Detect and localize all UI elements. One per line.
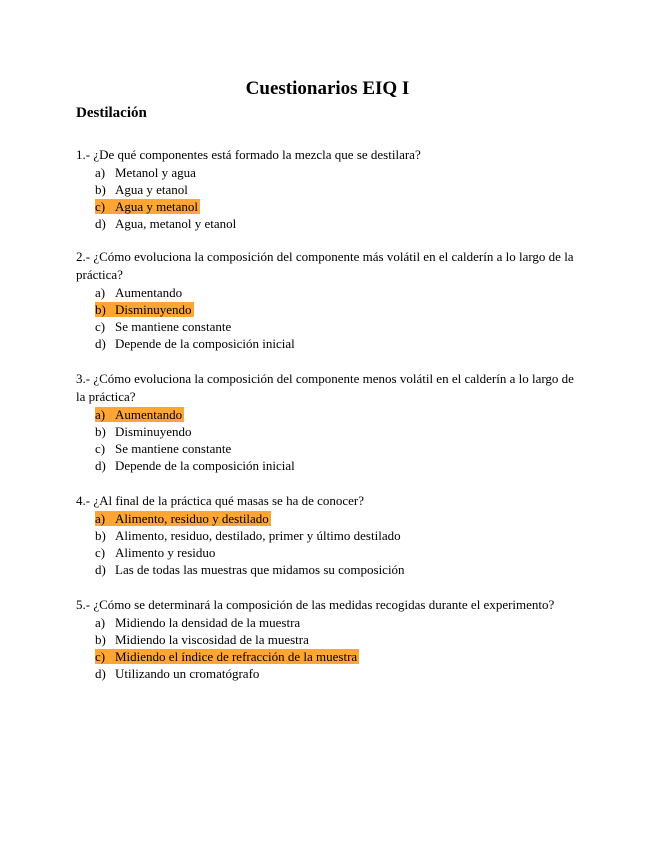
answer-option — [76, 561, 576, 578]
option-text: Metanol y agua — [115, 164, 196, 180]
answer-option — [76, 181, 576, 198]
answer-option-row — [95, 666, 261, 681]
answer-option — [76, 406, 576, 423]
option-letter: d) — [95, 335, 106, 351]
option-text: Aumentando — [115, 284, 183, 300]
option-text: Se mantiene constante — [115, 440, 232, 456]
answer-option — [76, 527, 576, 544]
option-letter: a) — [95, 614, 106, 630]
answer-option-row — [95, 216, 238, 231]
option-letter: a) — [95, 164, 106, 180]
option-text: Alimento, residuo, destilado, primer y último destilado — [115, 527, 401, 543]
answer-option — [76, 665, 576, 682]
option-letter: b) — [95, 527, 106, 543]
answer-option — [76, 198, 576, 215]
option-text: Las de todas las muestras que midamos su composición — [115, 561, 405, 577]
answer-option-row — [95, 458, 297, 473]
option-letter: d) — [95, 561, 106, 577]
question-text: 5.- ¿Cómo se determinará la composición de las medidas recogidas durante el experimento? — [76, 597, 555, 612]
answer-option — [76, 648, 576, 665]
option-letter: a) — [95, 510, 106, 526]
answer-option — [76, 164, 576, 181]
option-text: Depende de la composición inicial — [115, 457, 295, 473]
answer-option-row — [95, 441, 233, 456]
option-text: Alimento y residuo — [115, 544, 216, 560]
answer-option-row — [95, 545, 217, 560]
answer-option — [76, 301, 576, 318]
answer-option-row — [95, 528, 403, 543]
option-text: Se mantiene constante — [115, 318, 232, 334]
option-letter: b) — [95, 181, 106, 197]
answer-option-row — [95, 562, 407, 577]
option-letter: a) — [95, 284, 106, 300]
option-text: Aumentando — [115, 406, 183, 422]
page-title: Cuestionarios EIQ I — [245, 78, 410, 99]
option-text: Depende de la composición inicial — [115, 335, 295, 351]
highlighted-answer — [95, 302, 194, 317]
answer-option — [76, 457, 576, 474]
question-2 — [76, 248, 576, 352]
option-letter: d) — [95, 215, 106, 231]
answer-option — [76, 318, 576, 335]
option-text: Agua y metanol — [115, 198, 199, 214]
question-5 — [76, 596, 576, 682]
answer-option-row — [95, 165, 198, 180]
answer-option-row — [95, 424, 194, 439]
question-text: 1.- ¿De qué componentes está formado la mezcla que se destilara? — [76, 147, 421, 162]
option-letter: d) — [95, 457, 106, 473]
option-text: Midiendo la densidad de la muestra — [115, 614, 301, 630]
answer-option — [76, 510, 576, 527]
highlighted-answer — [95, 649, 359, 664]
option-letter: a) — [95, 406, 106, 422]
option-text: Agua, metanol y etanol — [115, 215, 237, 231]
question-1 — [76, 146, 576, 232]
highlighted-answer — [95, 199, 200, 214]
answer-option-row — [95, 632, 311, 647]
option-letter: b) — [95, 423, 106, 439]
option-letter: b) — [95, 301, 106, 317]
option-letter: d) — [95, 665, 106, 681]
answer-option — [76, 215, 576, 232]
answer-option — [76, 614, 576, 631]
answer-option-row — [95, 319, 233, 334]
option-text: Disminuyendo — [115, 301, 192, 317]
option-text: Midiendo el índice de refracción de la muestra — [115, 648, 358, 664]
question-3 — [76, 370, 576, 474]
answer-option — [76, 440, 576, 457]
option-letter: c) — [95, 648, 106, 664]
option-letter: c) — [95, 318, 106, 334]
option-letter: c) — [95, 544, 106, 560]
option-letter: b) — [95, 631, 106, 647]
answer-option-row — [95, 336, 297, 351]
question-text: 3.- ¿Cómo evoluciona la composición del componente menos volátil en el calderín a lo largo de la práctica? — [76, 371, 574, 404]
answer-option — [76, 335, 576, 352]
highlighted-answer — [95, 511, 271, 526]
answer-option — [76, 423, 576, 440]
option-letter: c) — [95, 198, 106, 214]
answer-option — [76, 284, 576, 301]
answer-option-row — [95, 285, 184, 300]
option-text: Alimento, residuo y destilado — [115, 510, 269, 526]
option-text: Midiendo la viscosidad de la muestra — [115, 631, 309, 647]
section-heading: Destilación — [76, 105, 147, 121]
answer-option — [76, 544, 576, 561]
option-text: Agua y etanol — [115, 181, 188, 197]
option-letter: c) — [95, 440, 106, 456]
question-text: 4.- ¿Al final de la práctica qué masas se ha de conocer? — [76, 493, 365, 508]
answer-option — [76, 631, 576, 648]
answer-option-row — [95, 182, 190, 197]
option-text: Utilizando un cromatógrafo — [115, 665, 260, 681]
highlighted-answer — [95, 407, 184, 422]
option-text: Disminuyendo — [115, 423, 192, 439]
answer-option-row — [95, 615, 302, 630]
question-4 — [76, 492, 576, 578]
question-text: 2.- ¿Cómo evoluciona la composición del componente más volátil en el calderín a lo largo de la práctica? — [76, 249, 574, 282]
